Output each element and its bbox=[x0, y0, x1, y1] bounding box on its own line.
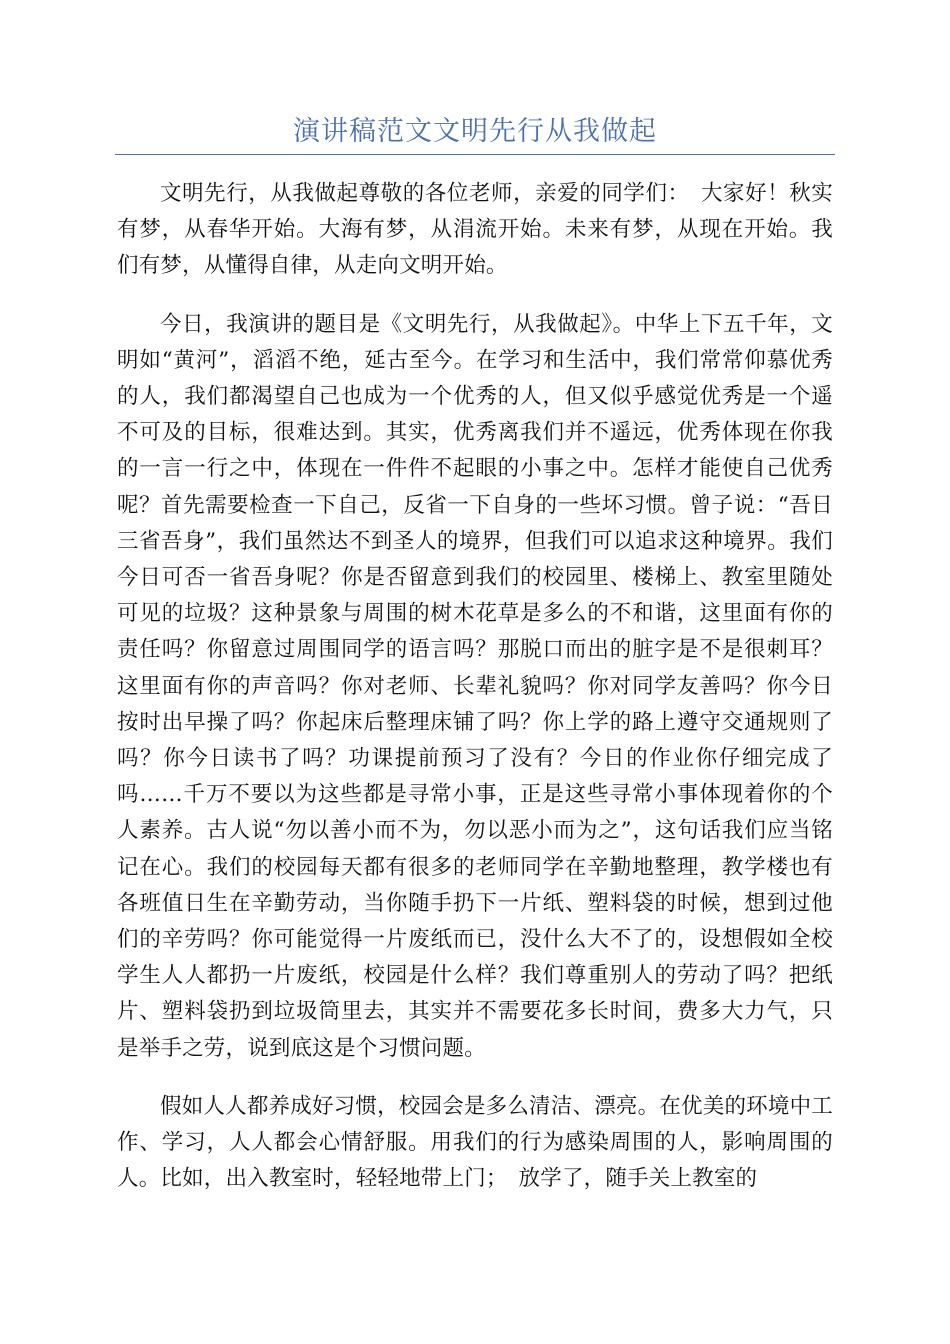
paragraph-greeting: 文明先行，从我做起尊敬的各位老师，亲爱的同学们： 大家好！秋实有梦，从春华开始。大海有梦，从涓流开始。未来有梦，从现在开始。我们有梦，从懂得自律，从走向文明开始。 bbox=[117, 181, 833, 279]
document-body bbox=[117, 176, 833, 1219]
paragraph-habits: 假如人人都养成好习惯，校园会是多么清洁、漂亮。在优美的环境中工作、学习，人人都会心情舒服。用我们的行为感染周围的人，影响周围的人。比如，出入教室时，轻轻地带上门； 放学了，随手关上教室的 bbox=[117, 1093, 833, 1192]
paragraph-main: 今日，我演讲的题目是《文明先行，从我做起》。中华上下五千年，文明如“黄河”，滔滔不绝，延古至今。在学习和生活中，我们常常仰慕优秀的人，我们都渴望自己也成为一个优秀的人，但又似乎感觉优秀是一个遥不可及的目标，很难达到。其实，优秀离我们并不遥远，优秀体现在你我的一言一行之中，体现在一件件不起眼的小事之中。怎样才能使自己优秀呢？首先需要检查一下自己，反省一下自身的一些坏习惯。曾子说：“吾日三省吾身”，我们虽然达不到圣人的境界，但我们可以追求这种境界。我们今日可否一省吾身呢？你是否留意到我们的校园里、楼梯上、教室里随处可见的垃圾？这种景象与周围的树木花草是多么的不和谐，这里面有你的责任吗？你留意过周围同学的语言吗？那脱口而出的脏字是不是很刺耳？这里面有你的声音吗？你对老师、长辈礼貌吗？你对同学友善吗？你今日按时出早操了吗？你起床后整理床铺了吗？你上学的路上遵守交通规则了吗？你今日读书了吗？功课提前预习了没有？今日的作业你仔细完成了吗……千万不要以为这些都是寻常小事，正是这些寻常小事体现着你的个人素养。古人说“勿以善小而不为，勿以恶小而为之”，这句话我们应当铭记在心。我们的校园每天都有很多的老师同学在辛勤地整理，教学楼也有各班值日生在辛勤劳动，当你随手扔下一片纸、塑料袋的时候，想到过他们的辛劳吗？你可能觉得一片废纸而已，没什么大不了的，设想假如全校学生人人都扔一片废纸，校园是什么样？我们尊重别人的劳动了吗？把纸片、塑料袋扔到垃圾筒里去，其实并不需要花多长时间，费多大力气，只是举手之劳，说到底这是个习惯问题。 bbox=[117, 311, 833, 1061]
title-underline bbox=[115, 154, 835, 155]
document-title: 演讲稿范文文明先行从我做起 bbox=[293, 116, 657, 147]
